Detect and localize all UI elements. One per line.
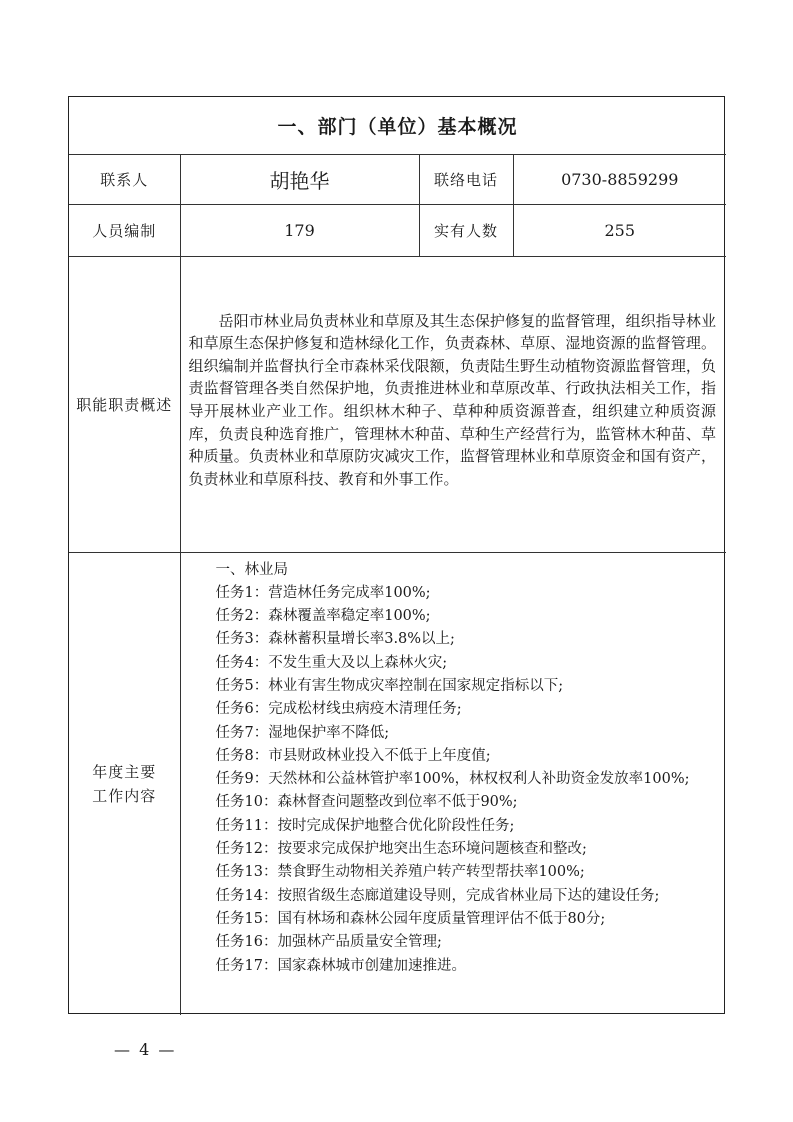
task-item: 任务13：禁食野生动物相关养殖户转产转型帮扶率100%; xyxy=(215,864,585,881)
basic-info-table xyxy=(69,97,726,1015)
phone-label: 联络电话 xyxy=(419,154,513,204)
task-item: 任务9：天然林和公益林管护率100%，林权权利人补助资金发放率100%; xyxy=(215,771,690,788)
basic-info-table-frame xyxy=(68,96,725,1014)
annual-work-cell xyxy=(180,552,726,1015)
duties-label: 职能职责概述 xyxy=(69,256,180,552)
task-item: 任务8：市县财政林业投入不低于上年度值; xyxy=(215,747,491,764)
task-item: 任务12：按要求完成保护地突出生态环境问题核查和整改; xyxy=(215,841,587,858)
task-item: 任务17：国家森林城市创建加速推进。 xyxy=(215,957,466,974)
task-item: 任务11：按时完成保护地整合优化阶段性任务; xyxy=(215,817,515,834)
actual-staff-label: 实有人数 xyxy=(419,204,513,256)
page-number: — 4 — xyxy=(114,1040,177,1059)
task-item: 任务14：按照省级生态廊道建设导则，完成省林业局下达的建设任务; xyxy=(215,887,660,904)
annual-work-label-line1: 年度主要 xyxy=(92,762,157,781)
phone-value: 0730-8859299 xyxy=(513,154,726,204)
contact-name: 胡艳华 xyxy=(180,154,419,204)
task-item: 任务6：完成松材线虫病疫木清理任务; xyxy=(215,701,462,718)
actual-staff-value: 255 xyxy=(513,204,726,256)
task-heading: 一、林业局 xyxy=(215,561,288,578)
duties-text: 岳阳市林业局负责林业和草原及其生态保护修复的监督管理，组织指导林业和草原生态保护修复和造林绿化工作，负责森林、草原、湿地资源的监督管理。组织编制并监督执行全市森林采伐限额，负责陆生野生动植物资源监督管理，负责监督管理各类自然保护地，负责推进林业和草原改革、行政执法相关工作，指导开展林业产业工作。组织林木种子、草种种质资源普查，组织建立种质资源库，负责良种选育推广，管理林木种苗、草种生产经营行为，监管林木种苗、草种质量。负责林业和草原防灾减灾工作，监督管理林业和草原资金和国有资产，负责林业和草原科技、教育和外事工作。 xyxy=(188,311,717,488)
staff-quota-value: 179 xyxy=(180,204,419,256)
section-title: 一、部门（单位）基本概况 xyxy=(69,97,726,154)
staff-quota-label: 人员编制 xyxy=(69,204,180,256)
task-item: 任务16：加强林产品质量安全管理; xyxy=(215,934,442,951)
duties-cell xyxy=(180,256,726,552)
task-list xyxy=(181,553,727,978)
task-item: 任务10：森林督查问题整改到位率不低于90%; xyxy=(215,794,518,811)
task-item: 任务15：国有林场和森林公园年度质量管理评估不低于80分; xyxy=(215,910,606,927)
task-item: 任务5：林业有害生物成灾率控制在国家规定指标以下; xyxy=(215,677,564,694)
task-item: 任务2：森林覆盖率稳定率100%; xyxy=(215,608,431,625)
task-item: 任务3：森林蓄积量增长率3.8%以上; xyxy=(215,631,455,648)
annual-work-label xyxy=(69,552,180,1015)
annual-work-label-line2: 工作内容 xyxy=(92,786,157,805)
task-item: 任务1：营造林任务完成率100%; xyxy=(215,584,431,601)
contact-label: 联系人 xyxy=(69,154,180,204)
task-item: 任务4：不发生重大及以上森林火灾; xyxy=(215,654,448,671)
task-item: 任务7：湿地保护率不降低; xyxy=(215,724,390,741)
